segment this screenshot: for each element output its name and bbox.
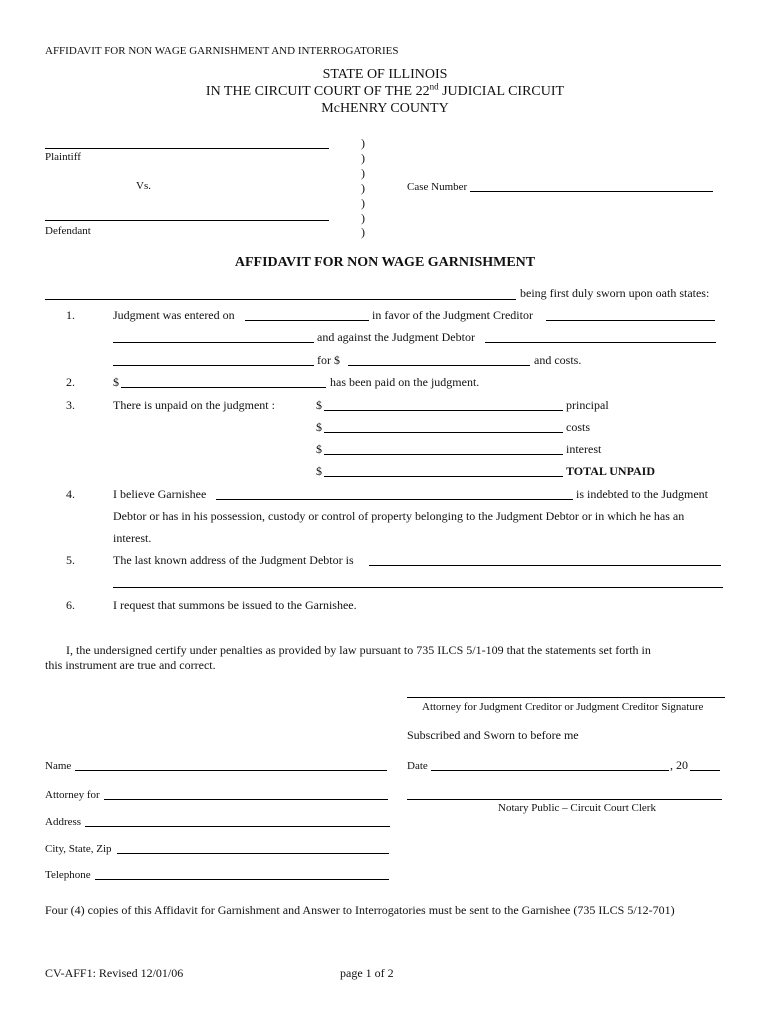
item-number: 5.: [66, 553, 75, 567]
form-id: CV-AFF1: Revised 12/01/06: [45, 966, 184, 980]
address-label: Address: [45, 816, 82, 828]
telephone-line[interactable]: [95, 879, 389, 880]
judgment-debtor-line[interactable]: [485, 342, 716, 343]
dollar-sign: $: [316, 398, 322, 412]
caption-paren: ): [361, 151, 365, 165]
name-label: Name: [45, 760, 72, 772]
summons-request-text: I request that summons be issued to the Garnishee.: [113, 598, 357, 612]
debtor-address-label: The last known address of the Judgment Debtor is: [113, 553, 354, 567]
court-heading: IN THE CIRCUIT COURT OF THE 22nd JUDICIAL CIRCUIT: [205, 81, 565, 99]
plaintiff-name-line[interactable]: [45, 148, 329, 149]
notary-signature-line[interactable]: [407, 799, 722, 800]
year-prefix: , 20: [670, 758, 688, 772]
judgment-debtor-line-2[interactable]: [113, 365, 314, 366]
case-number-label: Case Number: [407, 181, 468, 193]
affidavit-title: AFFIDAVIT FOR NON WAGE GARNISHMENT: [234, 255, 536, 270]
dollar-sign: $: [316, 420, 322, 434]
indebted-label: is indebted to the Judgment: [576, 487, 708, 501]
interest-text: interest.: [113, 531, 152, 545]
principal-label: principal: [566, 398, 609, 412]
costs-amount-line[interactable]: [324, 432, 563, 433]
possession-text: Debtor or has in his possession, custody or control of property belonging to the Judgment Debtor or in which he has an: [113, 509, 685, 523]
caption-paren: ): [361, 196, 365, 210]
city-state-zip-label: City, State, Zip: [45, 843, 112, 855]
county-heading: McHENRY COUNTY: [321, 101, 449, 116]
total-unpaid-line[interactable]: [324, 476, 563, 477]
affiant-name-line[interactable]: [45, 299, 516, 300]
certification-text-2: this instrument are true and correct.: [45, 658, 216, 672]
principal-amount-line[interactable]: [324, 410, 563, 411]
dollar-sign: $: [113, 375, 119, 389]
judgment-date-line[interactable]: [245, 320, 369, 321]
name-line[interactable]: [75, 770, 387, 771]
item-number: 6.: [66, 598, 75, 612]
dollar-sign: $: [316, 442, 322, 456]
subscribed-sworn-text: Subscribed and Sworn to before me: [407, 728, 579, 742]
date-label: Date: [407, 760, 428, 772]
caption-paren: ): [361, 166, 365, 180]
page-number: page 1 of 2: [340, 966, 394, 980]
signature-line[interactable]: [407, 697, 725, 698]
judgment-creditor-line-2[interactable]: [113, 342, 314, 343]
paid-amount-line[interactable]: [121, 387, 326, 388]
item-number: 4.: [66, 487, 75, 501]
telephone-label: Telephone: [45, 869, 91, 881]
caption-paren: ): [361, 225, 365, 239]
garnishee-label: I believe Garnishee: [113, 487, 207, 501]
copies-notice: Four (4) copies of this Affidavit for Garnishment and Answer to Interrogatories must be sent to the Garnishee (735 ILCS 5/12-701): [45, 903, 675, 917]
unpaid-label: There is unpaid on the judgment :: [113, 398, 275, 412]
address-line[interactable]: [85, 826, 390, 827]
plaintiff-label: Plaintiff: [45, 151, 81, 163]
garnishee-name-line[interactable]: [216, 499, 573, 500]
interest-amount-line[interactable]: [324, 454, 563, 455]
case-number-line[interactable]: [470, 191, 713, 192]
item-number: 3.: [66, 398, 75, 412]
signature-label: Attorney for Judgment Creditor or Judgment Creditor Signature: [422, 701, 704, 713]
debtor-address-line[interactable]: [369, 565, 721, 566]
date-line[interactable]: [431, 770, 669, 771]
vs-label: Vs.: [136, 180, 151, 192]
form-header-title: AFFIDAVIT FOR NON WAGE GARNISHMENT AND INTERROGATORIES: [45, 45, 399, 57]
caption-paren: ): [361, 136, 365, 150]
judgment-amount-line[interactable]: [348, 365, 530, 366]
paid-label: has been paid on the judgment.: [330, 375, 480, 389]
for-amount-label: for $: [317, 353, 340, 367]
state-heading: STATE OF ILLINOIS: [322, 67, 448, 82]
against-debtor-label: and against the Judgment Debtor: [317, 330, 475, 344]
sworn-text: being first duly sworn upon oath states:: [520, 286, 710, 300]
judgment-creditor-line[interactable]: [546, 320, 715, 321]
notary-label: Notary Public – Circuit Court Clerk: [498, 802, 656, 814]
caption-paren: ): [361, 211, 365, 225]
item-number: 1.: [66, 308, 75, 322]
interest-label: interest: [566, 442, 602, 456]
defendant-name-line[interactable]: [45, 220, 329, 221]
in-favor-label: in favor of the Judgment Creditor: [372, 308, 533, 322]
city-state-zip-line[interactable]: [117, 853, 389, 854]
attorney-for-label: Attorney for: [45, 789, 100, 801]
year-line[interactable]: [690, 770, 720, 771]
attorney-for-line[interactable]: [104, 799, 388, 800]
judgment-entered-label: Judgment was entered on: [113, 308, 235, 322]
certification-text: I, the undersigned certify under penalties as provided by law pursuant to 735 ILCS 5/1-109 that the statements set forth in: [66, 643, 651, 657]
costs-label: costs: [566, 420, 590, 434]
item-number: 2.: [66, 375, 75, 389]
and-costs-label: and costs.: [534, 353, 582, 367]
debtor-address-line-2[interactable]: [113, 587, 723, 588]
dollar-sign: $: [316, 464, 322, 478]
total-unpaid-label: TOTAL UNPAID: [566, 464, 656, 478]
caption-paren: ): [361, 181, 365, 195]
defendant-label: Defendant: [45, 225, 91, 237]
